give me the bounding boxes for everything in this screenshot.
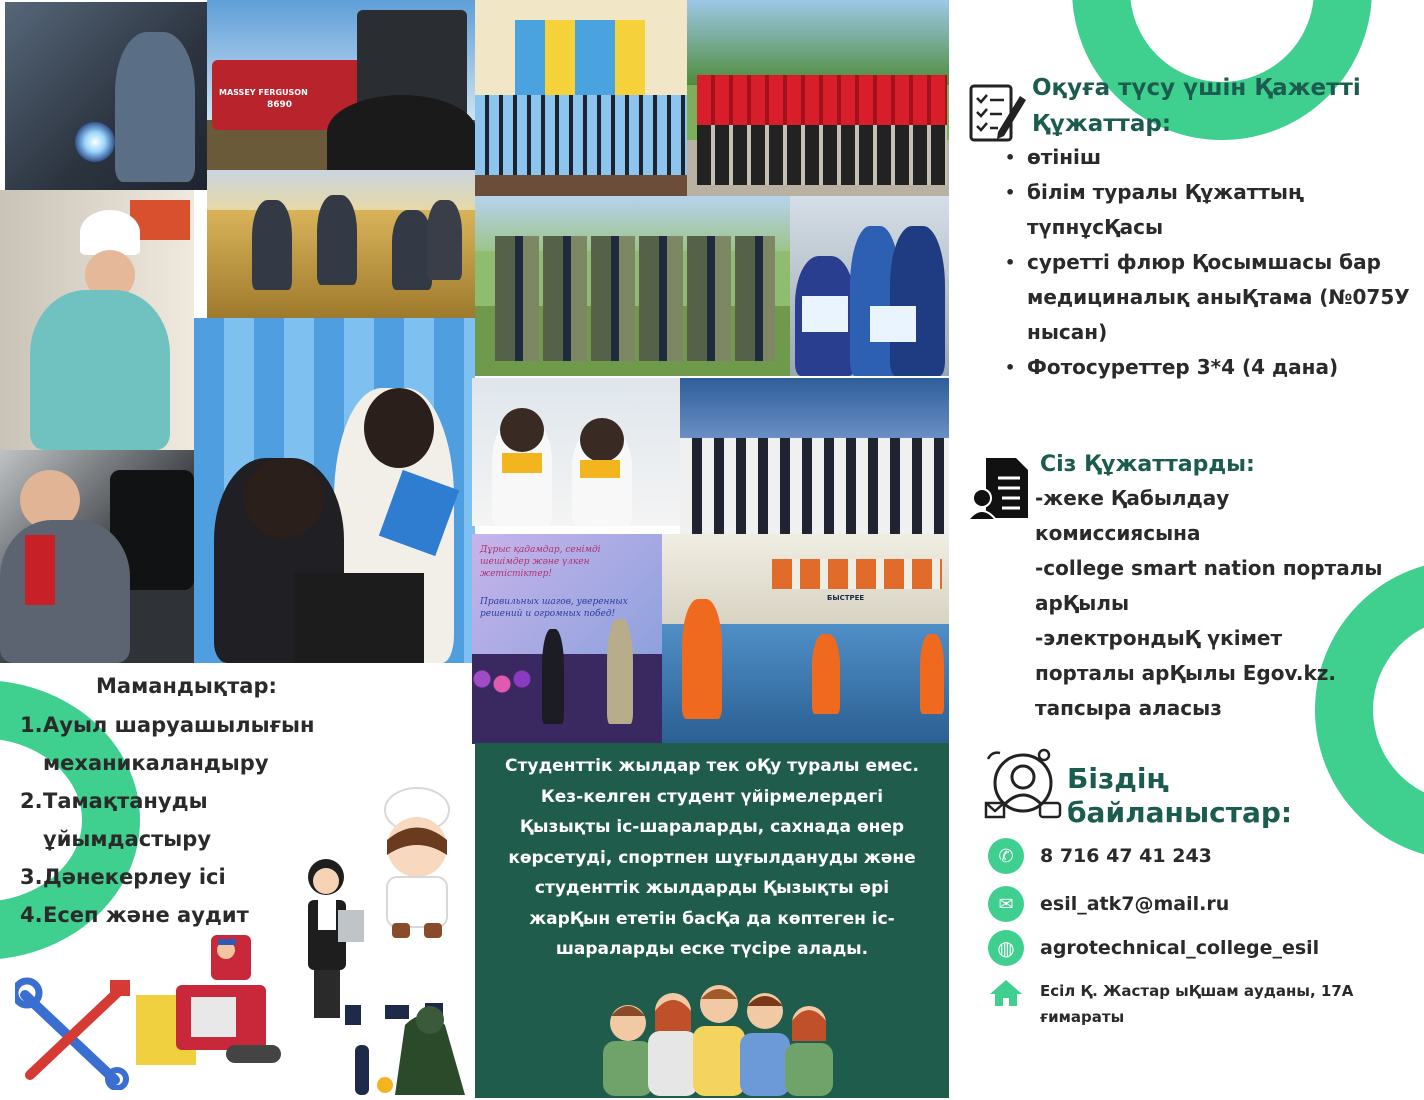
- photo-stage-group: [475, 0, 687, 196]
- documents-list: [1005, 140, 1420, 385]
- wrench-tools-icon: [15, 975, 135, 1090]
- submission-line: -college smart nation порталы: [1035, 556, 1383, 580]
- photo-stage-performers: [472, 534, 662, 744]
- submission-line: -жеке Қабылдау: [1035, 486, 1230, 510]
- contacts-title-line2: байланыстар:: [1067, 796, 1293, 829]
- contact-email[interactable]: [988, 886, 1229, 922]
- specialty-item: 3. Дәнекерлеу ісі: [20, 865, 226, 889]
- contact-address: [988, 978, 1353, 1030]
- harvester-icon: [136, 935, 286, 1075]
- chef-icon: [362, 785, 472, 940]
- submission-lines: [1035, 481, 1420, 726]
- student-life-line: жарҚын ететін басҚа да көптеген іс-: [529, 908, 895, 929]
- submission-title: Сіз Құжаттарды:: [1040, 452, 1255, 477]
- contacts-title-line1: Біздің: [1067, 762, 1170, 795]
- contacts-title: [1067, 762, 1292, 830]
- contact-person-icon: [982, 745, 1064, 827]
- phone-icon: ✆: [988, 838, 1024, 874]
- photo-field: [207, 170, 475, 318]
- tractor-brand: MASSEY FERGUSON: [219, 88, 308, 97]
- tractor-model: 8690: [267, 100, 293, 110]
- specialty-item: 1. Ауыл шаруашылығын: [20, 713, 315, 737]
- student-life-line: шараларды еске түсіре алады.: [555, 939, 869, 959]
- address-line2: ғимараты: [1040, 1008, 1125, 1026]
- website-text: agrotechnical_college_esil: [1040, 937, 1320, 959]
- photo-cook: [0, 190, 194, 450]
- submission-line: тапсыра аласыз: [1035, 696, 1222, 720]
- photo-classroom: [472, 378, 680, 526]
- home-icon: [988, 978, 1024, 1008]
- student-life-line: Студенттік жылдар тек оҚу туралы емес.: [505, 756, 919, 776]
- globe-icon: ◍: [988, 930, 1024, 966]
- address-line1: Есіл Қ. Жастар ыҚшам ауданы, 17А: [1040, 982, 1354, 1000]
- student-life-text: [475, 751, 949, 965]
- phone-text: 8 716 47 41 243: [1040, 845, 1212, 867]
- specialties-title: Мамандықтар:: [96, 674, 277, 698]
- photo-red-shirts: [687, 0, 949, 196]
- stage-banner-ru: Правильных шагов, уверенных решений и огромных побед!: [480, 597, 628, 619]
- document-item: • Фотосуреттер 3*4 (4 дана): [1005, 350, 1420, 385]
- document-item: • суретті флюр Қосымшасы бар медициналық аныҚтама (№075У нысан): [1005, 245, 1420, 350]
- photo-welder: [5, 2, 207, 190]
- student-life-line: Қызықты іс-шараларды, сахнада өнер: [519, 817, 905, 837]
- contact-website[interactable]: [988, 930, 1319, 966]
- stage-banner-kz: Дұрыс қадамдар, сенімді шешімдер және үлкен жетістіктер!: [480, 545, 601, 579]
- contact-phone[interactable]: [988, 838, 1212, 874]
- photo-hall: [680, 378, 949, 534]
- submission-line: -электрондыҚ үкімет: [1035, 626, 1283, 650]
- specialty-item: 4. Есеп және аудит: [20, 903, 249, 927]
- student-life-line: көрсетуді, спортпен шұғылдануды және: [508, 847, 916, 868]
- photo-certificates: [790, 196, 949, 376]
- welder-illustration-icon: [335, 975, 475, 1095]
- photo-gym: [662, 534, 949, 744]
- photo-tractor: [207, 0, 475, 170]
- submission-line: комиссиясына: [1035, 521, 1201, 545]
- student-life-line: Кез-келген студент үйірмелердегі: [540, 786, 884, 807]
- document-item: • білім туралы Құжаттың түпнұсҚасы: [1005, 175, 1420, 245]
- student-life-line: студенттік жылдарды Қызықты әрі: [534, 878, 890, 898]
- checklist-icon: [968, 82, 1028, 144]
- photo-laptop: [194, 318, 475, 663]
- document-item: • өтініш: [1005, 140, 1420, 175]
- submission-line: порталы арҚылы Egov.kz.: [1035, 661, 1337, 685]
- submission-line: арҚылы: [1035, 591, 1130, 615]
- specialty-item-cont: ұйымдастыру: [43, 827, 212, 851]
- students-group-icon: [603, 971, 833, 1096]
- student-life-panel: [475, 743, 949, 1098]
- gym-wall-label: БЫСТРЕЕ: [827, 594, 865, 602]
- mail-icon: ✉: [988, 886, 1024, 922]
- photo-camo: [475, 196, 790, 376]
- specialty-item-cont: механикаландыру: [43, 751, 269, 775]
- documents-title: Оқуға түсу үшін Қажетті Құжаттар:: [1032, 75, 1361, 137]
- specialty-item: 2. Тамақтануды: [20, 789, 208, 813]
- document-user-icon: [968, 456, 1032, 520]
- email-text: esil_atk7@mail.ru: [1040, 893, 1230, 915]
- photo-mechanic: [0, 450, 194, 663]
